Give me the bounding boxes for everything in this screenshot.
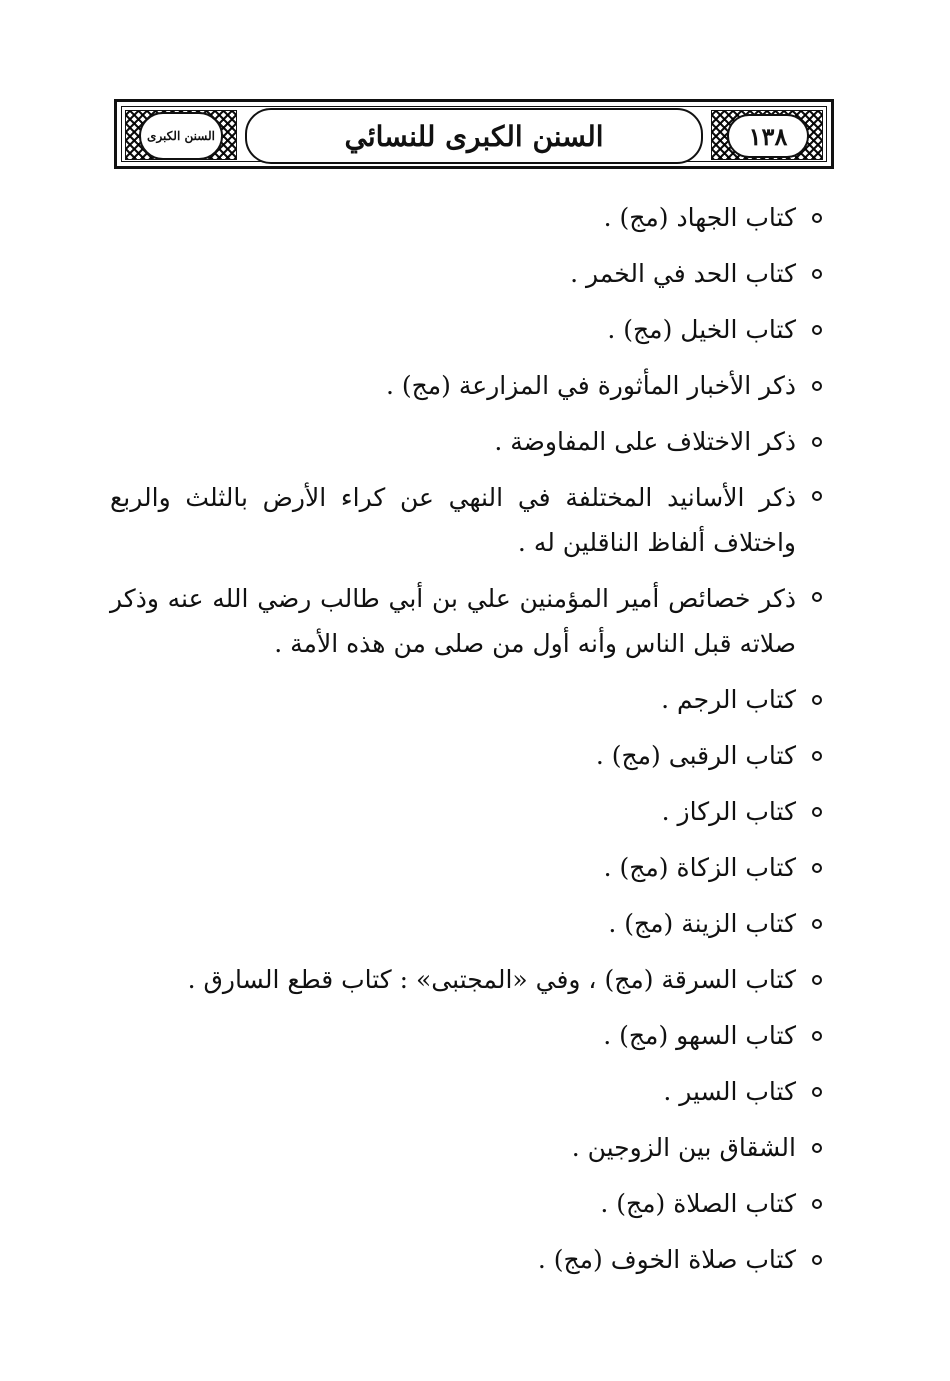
circle-bullet-icon — [812, 437, 822, 447]
list-item-text: كتاب الصلاة (مج) . — [600, 1189, 796, 1218]
circle-bullet-icon — [812, 863, 822, 873]
list-item — [110, 1064, 822, 1120]
list-item — [110, 952, 822, 1008]
circle-bullet-icon — [812, 213, 822, 223]
circle-bullet-icon — [812, 1087, 822, 1097]
circle-bullet-icon — [812, 919, 822, 929]
circle-bullet-icon — [812, 491, 822, 501]
page-number-text: ١٣٨ — [748, 121, 788, 151]
list-item-text: ذكر الاختلاف على المفاوضة . — [494, 427, 796, 456]
running-title — [245, 108, 703, 164]
list-item — [110, 728, 822, 784]
list-item — [110, 672, 822, 728]
header-seal-text: السنن الكبرى — [147, 129, 215, 143]
list-item-text: كتاب الرجم . — [661, 685, 796, 714]
page-number — [727, 114, 809, 158]
list-item — [110, 302, 822, 358]
circle-bullet-icon — [812, 269, 822, 279]
list-item-text: ذكر الأسانيد المختلفة في النهي عن كراء الأرض بالثلث والربع واختلاف ألفاظ الناقلين له . — [110, 483, 796, 557]
list-item — [110, 1120, 822, 1176]
list-item — [110, 246, 822, 302]
list-item-text: كتاب الخيل (مج) . — [607, 315, 796, 344]
list-item — [110, 190, 822, 246]
page-header — [114, 99, 834, 169]
circle-bullet-icon — [812, 592, 822, 602]
list-item-text: كتاب السير . — [663, 1077, 796, 1106]
list-item — [110, 1232, 822, 1288]
list-item-text: كتاب الزكاة (مج) . — [603, 853, 796, 882]
list-item-text: كتاب السرقة (مج) ، وفي «المجتبى» : كتاب قطع السارق . — [187, 965, 796, 994]
circle-bullet-icon — [812, 695, 822, 705]
list-item-text: كتاب صلاة الخوف (مج) . — [537, 1245, 796, 1274]
circle-bullet-icon — [812, 807, 822, 817]
circle-bullet-icon — [812, 1199, 822, 1209]
circle-bullet-icon — [812, 751, 822, 761]
header-seal — [139, 112, 223, 160]
list-item — [110, 470, 822, 571]
list-item — [110, 1008, 822, 1064]
list-item — [110, 571, 822, 672]
list-item-text: كتاب الرقبى (مج) . — [595, 741, 796, 770]
circle-bullet-icon — [812, 381, 822, 391]
list-item — [110, 840, 822, 896]
circle-bullet-icon — [812, 975, 822, 985]
list-item-text: ذكر الأخبار المأثورة في المزارعة (مج) . — [386, 371, 796, 400]
list-item-text: ذكر خصائص أمير المؤمنين علي بن أبي طالب رضي الله عنه وذكر صلاته قبل الناس وأنه أول من صلى من هذه الأمة . — [110, 584, 796, 658]
list-item — [110, 896, 822, 952]
circle-bullet-icon — [812, 325, 822, 335]
list-item — [110, 414, 822, 470]
list-item-text: كتاب الجهاد (مج) . — [603, 203, 796, 232]
list-item-text: الشقاق بين الزوجين . — [571, 1133, 796, 1162]
circle-bullet-icon — [812, 1031, 822, 1041]
list-item-text: كتاب السهو (مج) . — [603, 1021, 796, 1050]
list-item — [110, 1176, 822, 1232]
list-item — [110, 358, 822, 414]
list-item-text: كتاب الزينة (مج) . — [608, 909, 796, 938]
book-list — [110, 190, 822, 1288]
running-title-text: السنن الكبرى للنسائي — [344, 119, 604, 153]
list-item-text: كتاب الركاز . — [661, 797, 796, 826]
list-item-text: كتاب الحد في الخمر . — [570, 259, 796, 288]
list-item — [110, 784, 822, 840]
circle-bullet-icon — [812, 1143, 822, 1153]
circle-bullet-icon — [812, 1255, 822, 1265]
